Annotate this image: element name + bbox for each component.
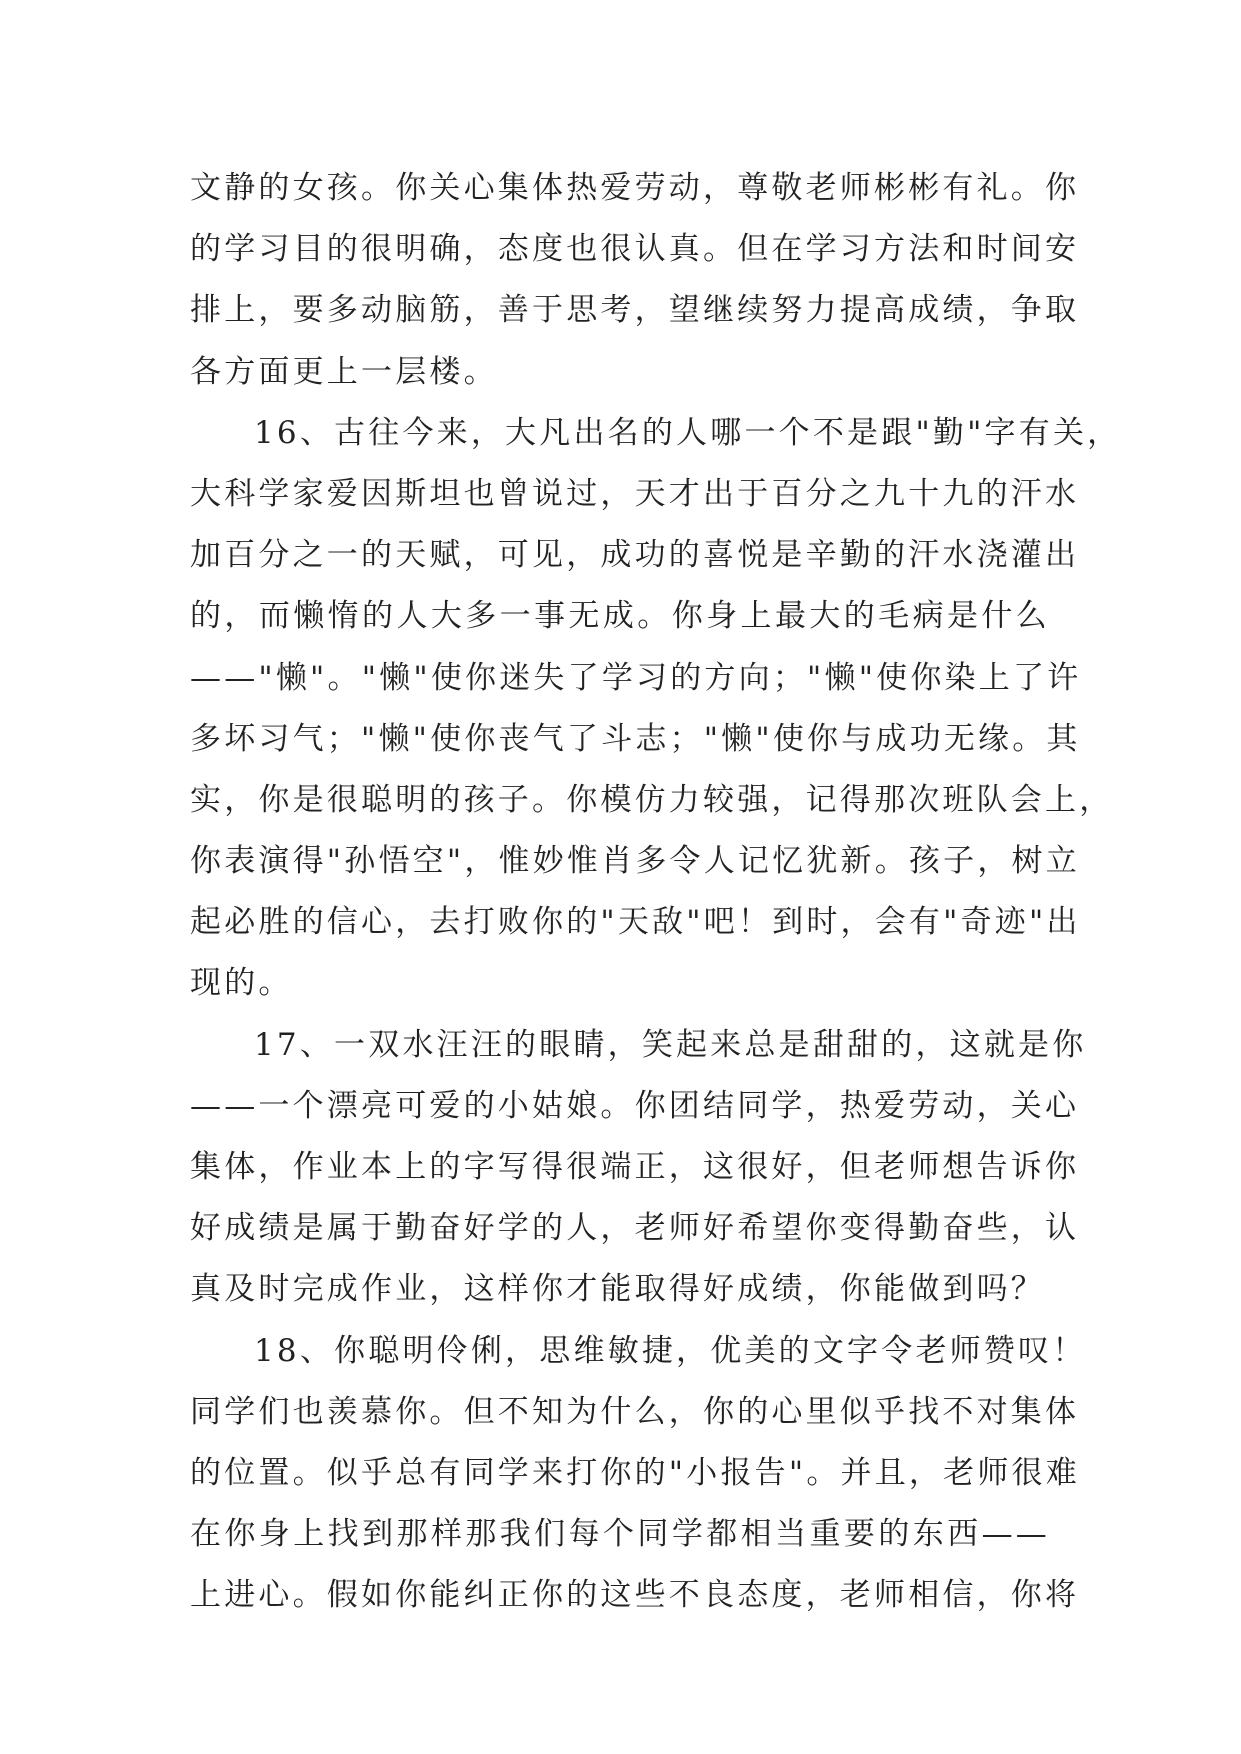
text-line: 排上，要多动脑筋，善于思考，望继续努力提高成绩，争取 (190, 292, 1080, 329)
text-line: 16、古往今来，大凡出名的人哪一个不是跟"勤"字有关， (254, 414, 1122, 451)
text-line: 在你身上找到那样那我们每个同学都相当重要的东西—— (190, 1516, 1050, 1553)
text-line: 17、一双水汪汪的眼睛，笑起来总是甜甜的，这就是你 (254, 1026, 1087, 1063)
body-text (190, 158, 1122, 1627)
text-line: 上进心。假如你能纠正你的这些不良态度，老师相信，你将 (190, 1577, 1080, 1614)
text-line: 的位置。似乎总有同学来打你的"小报告"。并且，老师很难 (190, 1454, 1080, 1491)
text-line: 实，你是很聪明的孩子。你模仿力较强，记得那次班队会上， (190, 781, 1114, 818)
text-line: ——"懒"。"懒"使你迷失了学习的方向；"懒"使你染上了许 (190, 659, 1082, 696)
text-line: 起必胜的信心，去打败你的"天敌"吧！到时，会有"奇迹"出 (190, 904, 1081, 941)
text-line: 加百分之一的天赋，可见，成功的喜悦是辛勤的汗水浇灌出 (190, 537, 1080, 574)
text-line: 18、你聪明伶俐，思维敏捷，优美的文字令老师赞叹！ (254, 1332, 1087, 1369)
text-line: 的，而懒惰的人大多一事无成。你身上最大的毛病是什么 (190, 598, 1050, 635)
text-line: 好成绩是属于勤奋好学的人，老师好希望你变得勤奋些，认 (190, 1210, 1080, 1247)
text-line: 多坏习气；"懒"使你丧气了斗志；"懒"使你与成功无缘。其 (190, 720, 1081, 757)
text-line: 的学习目的很明确，态度也很认真。但在学习方法和时间安 (190, 231, 1080, 268)
text-line: 真及时完成作业，这样你才能取得好成绩，你能做到吗？ (190, 1271, 1045, 1308)
text-line: 各方面更上一层楼。 (190, 353, 498, 390)
text-line: 集体，作业本上的字写得很端正，这很好，但老师想告诉你 (190, 1149, 1080, 1185)
text-line: 文静的女孩。你关心集体热爱劳动，尊敬老师彬彬有礼。你 (190, 170, 1080, 206)
text-line: 大科学家爱因斯坦也曾说过，天才出于百分之九十九的汗水 (190, 475, 1080, 512)
text-line: 你表演得"孙悟空"，惟妙惟肖多令人记忆犹新。孩子，树立 (190, 843, 1080, 880)
text-line: ——一个漂亮可爱的小姑娘。你团结同学，热爱劳动，关心 (190, 1087, 1080, 1124)
text-line: 同学们也羡慕你。但不知为什么，你的心里似乎找不对集体 (190, 1393, 1080, 1430)
text-line: 现的。 (190, 965, 293, 1002)
